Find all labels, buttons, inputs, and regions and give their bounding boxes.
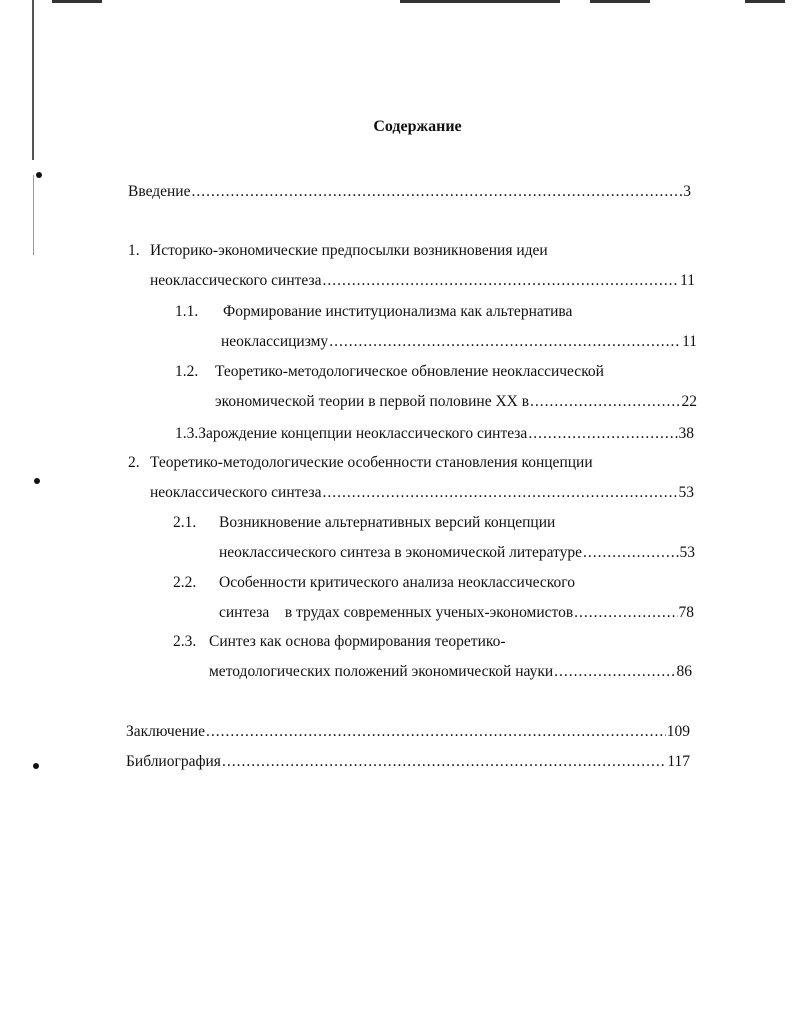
section-title-line2: методологических положений экономической науки bbox=[209, 663, 554, 680]
dot-leader bbox=[206, 722, 666, 742]
dot-leader bbox=[530, 392, 680, 412]
toc-entry-text: Введение bbox=[128, 183, 191, 200]
chapter-title-line1: Теоретико-методологические особенности становления концепции bbox=[150, 454, 593, 471]
toc-page-number: 109 bbox=[666, 723, 690, 740]
chapter-number: 2. bbox=[128, 454, 140, 471]
dot-leader bbox=[322, 271, 679, 291]
toc-page-number: 38 bbox=[678, 425, 694, 442]
toc-entry-intro bbox=[128, 182, 691, 202]
toc-entry-bibliography bbox=[126, 752, 690, 772]
chapter-number: 1. bbox=[128, 242, 140, 259]
dot-leader bbox=[583, 543, 678, 563]
section-number: 1.2. bbox=[175, 363, 199, 380]
dot-leader bbox=[574, 603, 677, 623]
dot-leader bbox=[322, 483, 677, 503]
toc-section-1-1 bbox=[175, 302, 697, 352]
section-number: 1.3. bbox=[175, 425, 199, 442]
toc-page-number: 11 bbox=[680, 272, 695, 289]
section-title-line1: Теоретико-методологическое обновление неоклассической bbox=[215, 363, 604, 380]
section-number: 2.1. bbox=[173, 514, 197, 531]
section-title-line2: неоклассицизму bbox=[221, 333, 329, 350]
section-title-line1: Особенности критического анализа неоклассического bbox=[219, 574, 575, 591]
scan-top-mark bbox=[745, 0, 785, 3]
toc-section-2-1 bbox=[173, 513, 695, 563]
toc-section-1-3 bbox=[175, 424, 694, 444]
dot-leader bbox=[222, 752, 666, 772]
chapter-title-line1: Историко-экономические предпосылки возникновения идеи bbox=[150, 242, 548, 259]
toc-page-number: 22 bbox=[681, 393, 697, 410]
toc-page-number: 117 bbox=[667, 753, 690, 770]
section-number: 1.1. bbox=[175, 303, 199, 320]
scan-edge-line-lower bbox=[33, 175, 34, 255]
section-title-line2: неоклассического синтеза в экономической литературе bbox=[219, 544, 583, 561]
toc-page-number: 3 bbox=[683, 183, 691, 200]
section-title-line1: Синтез как основа формирования теоретико- bbox=[209, 633, 506, 650]
scan-top-mark bbox=[590, 0, 650, 3]
toc-entry-text: Заключение bbox=[126, 723, 206, 740]
section-number: 2.3. bbox=[173, 633, 197, 650]
toc-page-number: 86 bbox=[676, 663, 692, 680]
section-title-line1: Зарождение концепции неоклассического синтеза bbox=[198, 425, 528, 442]
dot-leader bbox=[554, 662, 675, 682]
toc-chapter-1 bbox=[128, 241, 695, 291]
toc-section-1-2 bbox=[175, 362, 697, 412]
scan-speck bbox=[33, 763, 39, 769]
scan-top-mark bbox=[52, 0, 102, 3]
scan-speck bbox=[36, 172, 42, 178]
dot-leader bbox=[329, 332, 681, 352]
chapter-title-line2: неоклассического синтеза bbox=[150, 272, 322, 289]
toc-page-number: 11 bbox=[682, 333, 697, 350]
section-number: 2.2. bbox=[173, 574, 197, 591]
dot-leader bbox=[191, 182, 682, 202]
toc-page-number: 53 bbox=[679, 544, 695, 561]
section-title-line2: экономической теории в первой половине XX в bbox=[215, 393, 530, 410]
scan-edge-line bbox=[32, 0, 34, 160]
scan-top-mark bbox=[400, 0, 560, 3]
toc-section-2-2 bbox=[173, 573, 694, 623]
section-title-line2: синтеза в трудах современных ученых-экономистов bbox=[219, 604, 574, 621]
toc-page-number: 78 bbox=[678, 604, 694, 621]
chapter-title-line2: неоклассического синтеза bbox=[150, 484, 322, 501]
toc-page-number: 53 bbox=[678, 484, 694, 501]
dot-leader bbox=[528, 424, 677, 444]
page-title: Содержание bbox=[373, 118, 462, 135]
toc-entry-text: Библиография bbox=[126, 753, 221, 770]
section-title-line1: Возникновение альтернативных версий концепции bbox=[219, 514, 556, 531]
toc-section-2-3 bbox=[173, 632, 692, 682]
section-title-line1: Формирование институционализма как альтернатива bbox=[223, 303, 573, 320]
toc-entry-conclusion bbox=[126, 722, 690, 742]
scan-speck bbox=[34, 478, 40, 484]
toc-chapter-2 bbox=[128, 453, 694, 503]
